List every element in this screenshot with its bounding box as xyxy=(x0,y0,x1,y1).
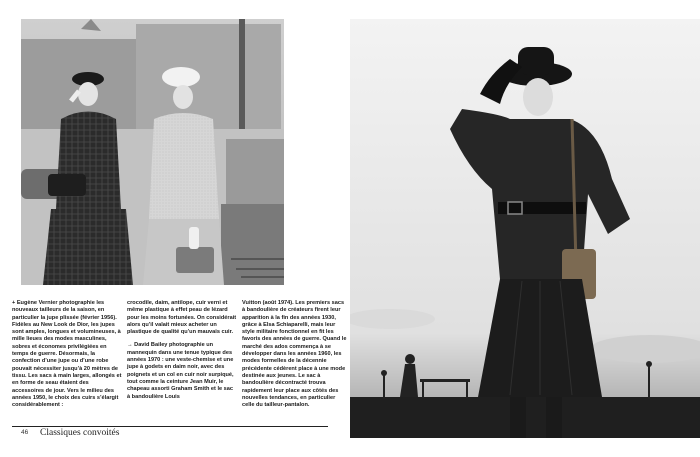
photo-model-suede-shirt-jacket xyxy=(350,19,700,438)
caption-column-1 xyxy=(12,300,122,415)
caption-paragraph: Vuitton (août 1974). Les premiers sacs à bandoulière de créateurs firent leur apparition à la fin des années 1930, grâce à Elsa Schiaparelli, mais leur style militaire fonctionnel en fit les favoris des années de guerre. Quand le marché des ados commença à se développer dans les années 1960, les modes formelles de la décennie précédente cédèrent place à une mode destinée aux jeunes. Le sac à bandoulière décontracté trouva rapidement leur place aux côtés des nouvelles tendances, en particulier celle du tailleur-pantalon. xyxy=(242,300,347,409)
caption-column-3 xyxy=(242,300,347,415)
page-number: 46 xyxy=(21,429,29,436)
caption-paragraph: → David Bailey photographie un mannequin dans une tenue typique des années 1970 : une veste-chemise et une jupe à godets en daim noir, avec des poignets et un col en cuir noir surpiqué, tout comme la ceinture Jean Muir, le chapeau assorti Graham Smith et le sac à bandoulière Louis xyxy=(127,342,234,400)
photo-two-women-tailored-suits xyxy=(21,19,284,285)
caption-column-2 xyxy=(127,300,237,407)
caption-paragraph: crocodile, daim, antilope, cuir verni et même plastique à effet peau de lézard pour les moins fortunées. On considérait alors qu’il valait mieux acheter un plastique de qualité qu’un mauvais cuir. xyxy=(127,300,237,336)
right-page xyxy=(350,0,700,457)
caption-paragraph: + Eugène Vernier photographie les nouveaux tailleurs de la saison, en particulier la jupe plissée (février 1956). Fidèles au New Look de Dior, les jupes sont amples, longues et volumineuses, à mille lieues des modes masculines, sobres et économes privilégiées en temps de guerre. Désormais, la confection d’une jupe ou d’une robe pouvait nécessiter jusqu’à 20 mètres de tissu. Les sacs à main larges, allongés et en forme de seau étaient des accessoires de jour. Vers le milieu des années 1950, le choix des cuirs s’élargit considérablement : xyxy=(12,300,122,409)
footer-rule xyxy=(12,426,328,427)
running-title: Classiques convoités xyxy=(40,428,120,438)
